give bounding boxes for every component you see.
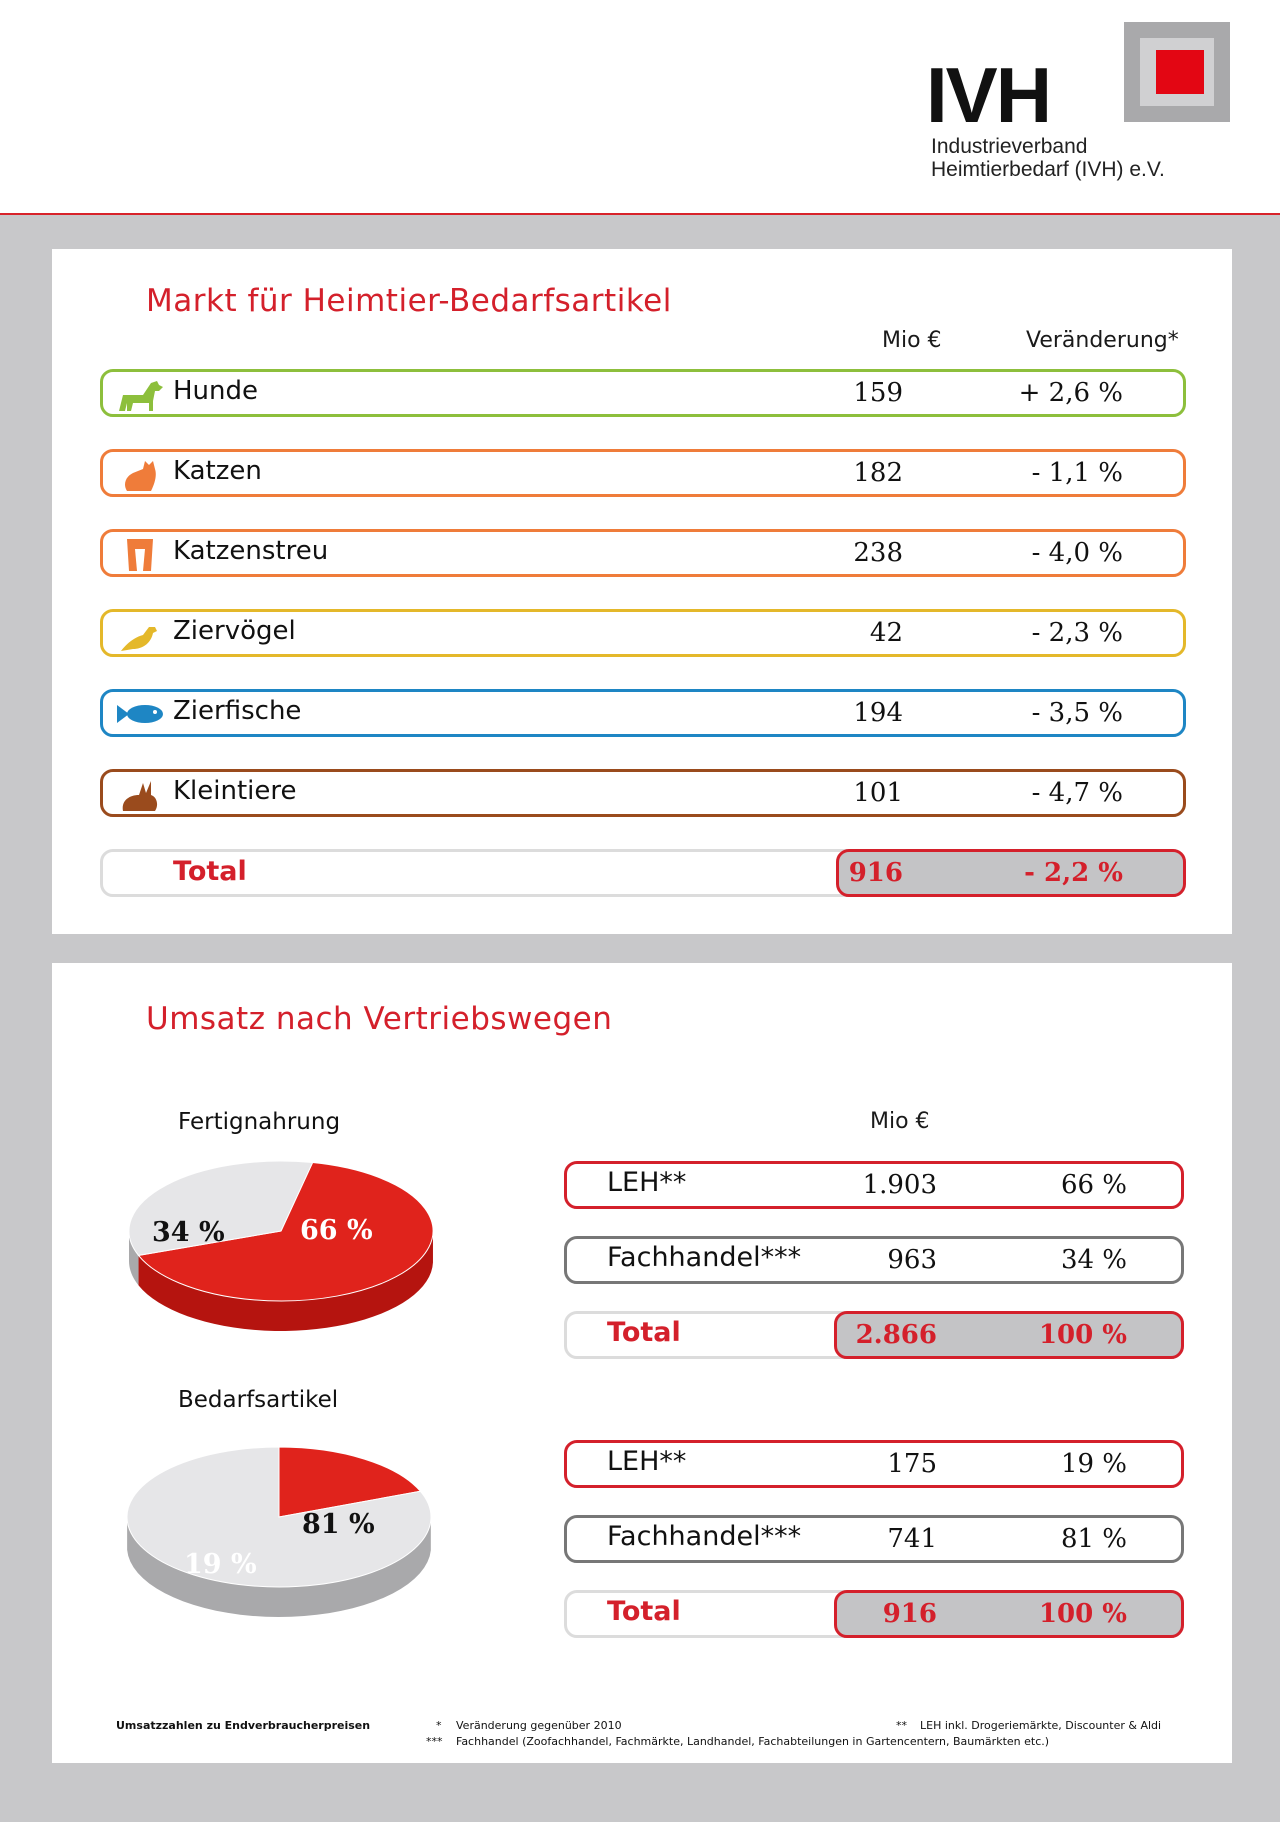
- total-label: Total: [607, 1317, 681, 1348]
- row-label: Fachhandel***: [607, 1242, 802, 1273]
- market-title: Markt für Heimtier-Bedarfsartikel: [146, 283, 672, 319]
- footnote-2-mark: ***: [426, 1735, 443, 1748]
- pie-fertignahrung-label-red: 66 %: [300, 1215, 373, 1246]
- footnote-1-mark: *: [436, 1719, 442, 1732]
- row-label: LEH**: [607, 1167, 687, 1198]
- row-label: Katzen: [173, 456, 262, 486]
- total-percent: 100 %: [1038, 1320, 1127, 1350]
- row-percent: 81 %: [1060, 1524, 1127, 1554]
- total-label: Total: [173, 856, 247, 887]
- total-change: - 2,2 %: [1024, 858, 1123, 888]
- market-total-row: [100, 849, 1186, 897]
- row-value: 1.903: [862, 1170, 937, 1200]
- logo-text: IVH: [926, 51, 1051, 139]
- footnote-3-mark: **: [896, 1719, 907, 1732]
- litter-bag-icon: [113, 535, 165, 573]
- fertig-row-leh: [564, 1161, 1184, 1209]
- bird-icon: [113, 615, 165, 653]
- row-label: Fachhandel***: [607, 1521, 802, 1552]
- cat-icon: [113, 455, 165, 493]
- row-value: 194: [853, 698, 903, 728]
- channels-title: Umsatz nach Vertriebswegen: [146, 1001, 613, 1037]
- footnote-prices: Umsatzzahlen zu Endverbraucherpreisen: [116, 1719, 371, 1732]
- row-value: 238: [853, 538, 903, 568]
- row-label: Ziervögel: [173, 616, 296, 646]
- org-line-1: Industrieverband: [931, 135, 1088, 158]
- row-change: - 4,0 %: [1031, 538, 1123, 568]
- fertig-row-fachhandel: [564, 1236, 1184, 1284]
- market-row-kleintiere: [100, 769, 1186, 817]
- bedarf-row-fachhandel: [564, 1515, 1184, 1563]
- row-label: Kleintiere: [173, 776, 297, 806]
- dog-icon: [113, 375, 165, 413]
- col-header-value: Mio €: [882, 328, 942, 353]
- row-value: 101: [853, 778, 903, 808]
- footnote-2: Fachhandel (Zoofachhandel, Fachmärkte, Landhandel, Fachabteilungen in Gartencentern, Baumärkten etc.): [456, 1735, 1050, 1748]
- row-percent: 34 %: [1060, 1245, 1127, 1275]
- header: [0, 0, 1280, 215]
- bedarf-row-leh: [564, 1440, 1184, 1488]
- total-percent: 100 %: [1038, 1599, 1127, 1629]
- row-label: Hunde: [173, 376, 259, 406]
- pie-fertignahrung: [116, 1149, 446, 1349]
- pie-fertignahrung-label-grey: 34 %: [152, 1217, 225, 1248]
- footnote-1: Veränderung gegenüber 2010: [456, 1719, 622, 1732]
- organization-name: [931, 135, 1165, 181]
- row-value: 175: [887, 1449, 937, 1479]
- pie-title-bedarfsartikel: Bedarfsartikel: [178, 1387, 339, 1413]
- market-row-katzenstreu: [100, 529, 1186, 577]
- pie-bedarfsartikel-label-grey: 81 %: [302, 1509, 375, 1540]
- row-change: - 4,7 %: [1031, 778, 1123, 808]
- row-label: Zierfische: [173, 696, 302, 726]
- bedarf-total-row: [564, 1590, 1184, 1638]
- row-label: Katzenstreu: [173, 536, 329, 566]
- channels-col-header-value: Mio €: [870, 1109, 930, 1134]
- row-value: 42: [869, 618, 903, 648]
- pie-title-fertignahrung: Fertignahrung: [178, 1109, 341, 1135]
- row-change: - 2,3 %: [1031, 618, 1123, 648]
- org-line-2: Heimtierbedarf (IVH) e.V.: [931, 158, 1165, 181]
- market-row-katzen: [100, 449, 1186, 497]
- row-label: LEH**: [607, 1446, 687, 1477]
- fish-icon: [113, 695, 165, 733]
- market-row-hunde: [100, 369, 1186, 417]
- total-value: 916: [882, 1599, 937, 1629]
- total-value: 2.866: [855, 1320, 937, 1350]
- market-row-zierfische: [100, 689, 1186, 737]
- pie-bedarfsartikel: [114, 1435, 444, 1635]
- row-change: - 1,1 %: [1031, 458, 1123, 488]
- market-row-ziervoegel: [100, 609, 1186, 657]
- col-header-change: Veränderung*: [1026, 328, 1179, 353]
- row-change: - 3,5 %: [1031, 698, 1123, 728]
- row-value: 741: [887, 1524, 937, 1554]
- row-value: 159: [853, 378, 903, 408]
- logo-mark: [1124, 22, 1230, 122]
- pie-bedarfsartikel-label-red: 19 %: [184, 1549, 257, 1580]
- fertig-total-row: [564, 1311, 1184, 1359]
- row-percent: 66 %: [1060, 1170, 1127, 1200]
- row-value: 182: [853, 458, 903, 488]
- channels-panel: [52, 963, 1232, 1763]
- total-label: Total: [607, 1596, 681, 1627]
- total-value: 916: [848, 858, 903, 888]
- row-percent: 19 %: [1060, 1449, 1127, 1479]
- market-panel: [52, 249, 1232, 934]
- row-value: 963: [887, 1245, 937, 1275]
- row-change: + 2,6 %: [1018, 378, 1123, 408]
- rabbit-icon: [113, 775, 165, 813]
- footnote-3: LEH inkl. Drogeriemärkte, Discounter & Aldi: [920, 1719, 1162, 1732]
